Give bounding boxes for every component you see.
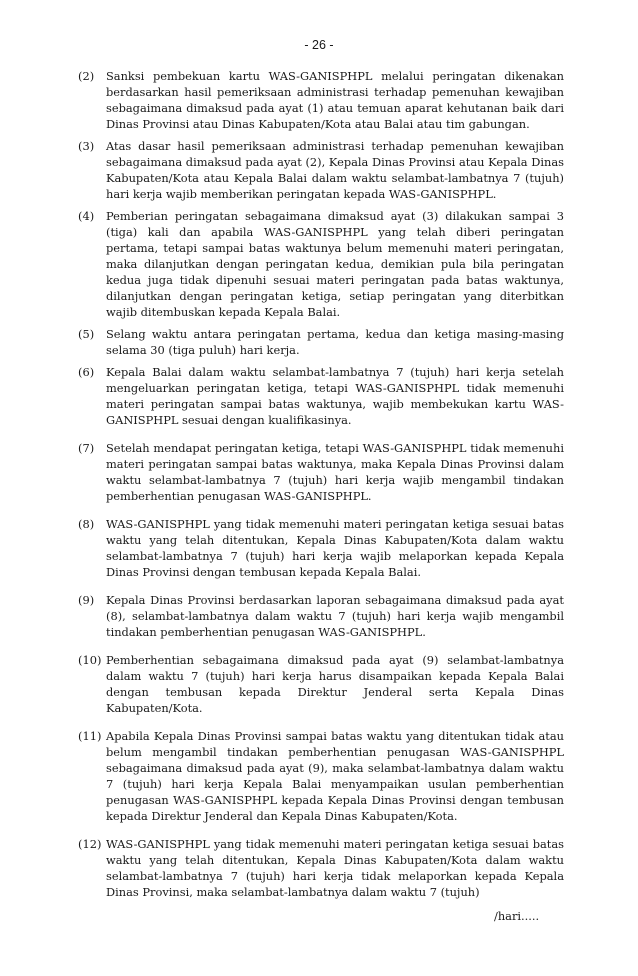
article-item-10: [78, 652, 564, 716]
item-text: WAS-GANISPHPL yang tidak memenuhi materi peringatan ketiga sesuai batas waktu yang telah ditentukan, Kepala Dinas Kabupaten/Kota dalam waktu selambat-lambatnya 7 (tujuh) hari kerja wajib melaporkan kepada Kepala Dinas Provinsi dengan tembusan kepada Kepala Balai.: [106, 517, 564, 579]
article-item-3: [78, 138, 564, 202]
item-text: Sanksi pembekuan kartu WAS-GANISPHPL melalui peringatan dikenakan berdasarkan hasil pemeriksaan administrasi terhadap pemenuhan kewajiban sebagaimana dimaksud pada ayat (1) atau temuan aparat kehutanan baik dari Dinas Provinsi atau Dinas Kabupaten/Kota atau Balai atau tim gabungan.: [106, 69, 564, 131]
item-text: Kepala Dinas Provinsi berdasarkan laporan sebagaimana dimaksud pada ayat (8), selambat-lambatnya dalam waktu 7 (tujuh) hari kerja wajib mengambil tindakan pemberhentian penugasan WAS-GANISPHPL.: [106, 593, 564, 639]
item-text: Apabila Kepala Dinas Provinsi sampai batas waktu yang ditentukan tidak atau belum mengambil tindakan pemberhentian penugasan WAS-GANISPHPL sebagaimana dimaksud pada ayat (9), maka selambat-lambatnya dalam waktu 7 (tujuh) hari kerja Kepala Balai menyampaikan usulan pemberhentian penugasan WAS-GANISPHPL kepada Kepala Dinas Provinsi dengan tembusan kepada Direktur Jenderal dan Kepala Dinas Kabupaten/Kota.: [106, 729, 564, 823]
page-number: - 26 -: [304, 38, 334, 52]
item-number: (2): [78, 69, 95, 83]
item-text: Setelah mendapat peringatan ketiga, tetapi WAS-GANISPHPL tidak memenuhi materi peringatan sampai batas waktunya, maka Kepala Dinas Provinsi dalam waktu selambat-lambatnya 7 (tujuh) hari kerja wajib mengambil tindakan pemberhentian penugasan WAS-GANISPHPL.: [106, 441, 564, 503]
article-list: [78, 68, 564, 900]
item-number: (7): [78, 441, 95, 455]
article-item-4: [78, 208, 564, 320]
item-number: (9): [78, 593, 95, 607]
article-item-11: [78, 728, 564, 824]
item-text: Kepala Balai dalam waktu selambat-lambatnya 7 (tujuh) hari kerja setelah mengeluarkan peringatan ketiga, tetapi WAS-GANISPHPL tidak memenuhi materi peringatan sampai batas waktunya, wajib membekukan kartu WAS-GANISPHPL sesuai dengan kualifikasinya.: [106, 365, 564, 427]
item-number: (5): [78, 327, 95, 341]
continuation-marker: /hari.....: [494, 909, 540, 923]
item-number: (11): [78, 729, 102, 743]
item-number: (12): [78, 837, 102, 851]
article-item-7: [78, 440, 564, 504]
article-item-5: [78, 326, 564, 358]
article-item-8: [78, 516, 564, 580]
item-text: Pemberian peringatan sebagaimana dimaksud ayat (3) dilakukan sampai 3 (tiga) kali dan apabila WAS-GANISPHPL yang telah diberi peringatan pertama, tetapi sampai batas waktunya belum memenuhi materi peringatan, maka dilanjutkan dengan peringatan kedua, demikian pula bila peringatan kedua juga tidak dipenuhi sesuai materi peringatan pada batas waktunya, dilanjutkan dengan peringatan ketiga, setiap peringatan yang diterbitkan wajib ditembuskan kepada Kepala Balai.: [106, 209, 564, 319]
item-number: (3): [78, 139, 95, 153]
item-number: (8): [78, 517, 95, 531]
item-number: (10): [78, 653, 102, 667]
item-text: Selang waktu antara peringatan pertama, kedua dan ketiga masing-masing selama 30 (tiga puluh) hari kerja.: [106, 327, 564, 357]
item-number: (4): [78, 209, 95, 223]
item-text: Pemberhentian sebagaimana dimaksud pada ayat (9) selambat-lambatnya dalam waktu 7 (tujuh) hari kerja harus disampaikan kepada Kepala Balai dengan tembusan kepada Direktur Jenderal serta Kepala Dinas Kabupaten/Kota.: [106, 653, 564, 715]
item-number: (6): [78, 365, 95, 379]
article-item-12: [78, 836, 564, 900]
article-item-2: [78, 68, 564, 132]
item-text: Atas dasar hasil pemeriksaan administrasi terhadap pemenuhan kewajiban sebagaimana dimaksud pada ayat (2), Kepala Dinas Provinsi atau Kepala Dinas Kabupaten/Kota atau Kepala Balai dalam waktu selambat-lambatnya 7 (tujuh) hari kerja wajib memberikan peringatan kepada WAS-GANISPHPL.: [106, 139, 564, 201]
item-text: WAS-GANISPHPL yang tidak memenuhi materi peringatan ketiga sesuai batas waktu yang telah ditentukan, Kepala Dinas Kabupaten/Kota dalam waktu selambat-lambatnya 7 (tujuh) hari kerja tidak melaporkan kepada Kepala Dinas Provinsi, maka selambat-lambatnya dalam waktu 7 (tujuh): [106, 837, 564, 899]
article-item-9: [78, 592, 564, 640]
article-item-6: [78, 364, 564, 428]
